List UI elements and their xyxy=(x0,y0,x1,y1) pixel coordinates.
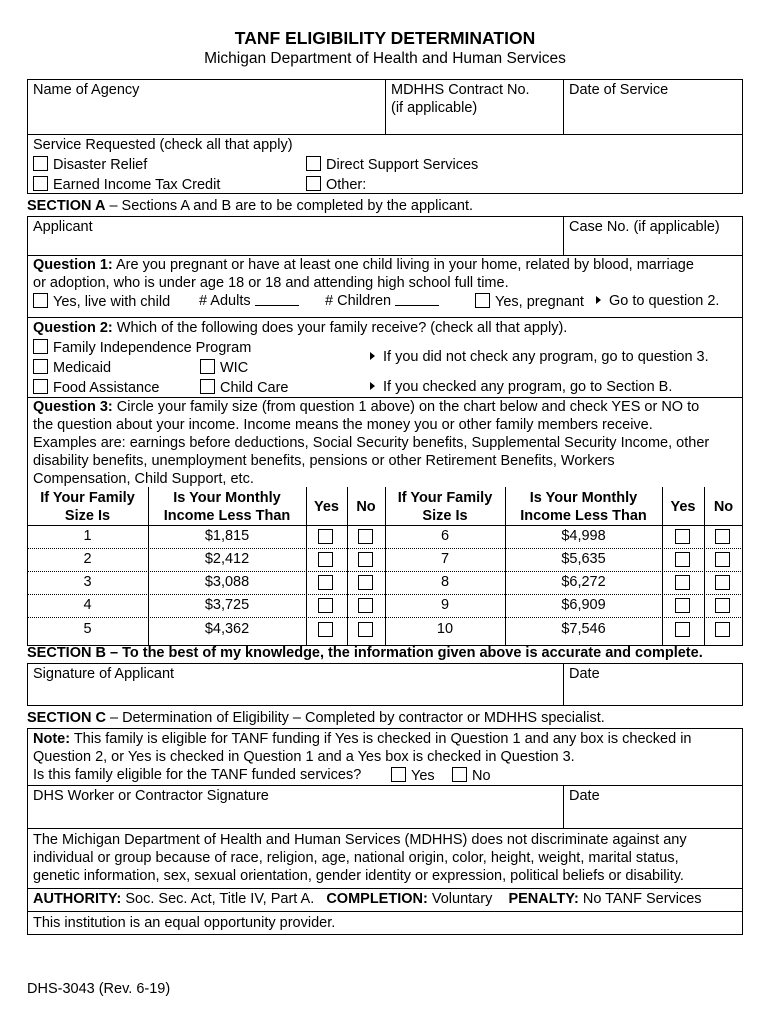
family-size-cell: 3 xyxy=(83,574,92,590)
earned-income-option[interactable]: Earned Income Tax Credit xyxy=(33,176,220,193)
fip-checkbox[interactable] xyxy=(33,339,48,354)
other-service-option[interactable]: Other: xyxy=(306,176,366,193)
eligible-yes-checkbox[interactable] xyxy=(391,767,406,782)
family-size-cell: 2 xyxy=(83,551,92,567)
applicant-date-field[interactable]: Date xyxy=(569,666,600,682)
income-no-checkbox[interactable] xyxy=(358,622,373,637)
income-no-checkbox[interactable] xyxy=(715,622,730,637)
child-care-option[interactable]: Child Care xyxy=(200,379,289,396)
income-yes-checkbox[interactable] xyxy=(675,575,690,590)
income-limit-cell: $1,815 xyxy=(204,528,250,544)
section-c-heading: SECTION C – Determination of Eligibility – Completed by contractor or MDHHS specialist. xyxy=(27,710,605,726)
direct-support-option[interactable]: Direct Support Services xyxy=(306,156,478,173)
arrow-right-icon xyxy=(596,296,601,304)
date-of-service-field[interactable]: Date of Service xyxy=(569,82,669,98)
nondiscrimination-text-3: genetic information, sex, sexual orientation, gender identity or expression, political beliefs or disability. xyxy=(33,868,684,884)
goto-question-2-note: Go to question 2. xyxy=(596,293,719,309)
yes-header: Yes xyxy=(314,499,339,515)
disaster-relief-option[interactable]: Disaster Relief xyxy=(33,156,147,173)
wic-checkbox[interactable] xyxy=(200,359,215,374)
eligibility-note: Note: This family is eligible for TANF funding if Yes is checked in Question 1 and any box is checked in xyxy=(33,731,692,747)
family-size-cell: 7 xyxy=(440,551,450,567)
service-requested-label: Service Requested (check all that apply) xyxy=(33,137,293,153)
income-limit-cell: $2,412 xyxy=(204,551,250,567)
child-care-checkbox[interactable] xyxy=(200,379,215,394)
family-size-cell: 10 xyxy=(436,621,454,637)
section-a-heading: SECTION A – Sections A and B are to be completed by the applicant. xyxy=(27,198,473,214)
question-3-text-2: the question about your income. Income means the money you or other family members receive. xyxy=(33,417,653,433)
yes-pregnant-checkbox[interactable] xyxy=(475,293,490,308)
no-header: No xyxy=(713,499,734,515)
eligible-no-checkbox[interactable] xyxy=(452,767,467,782)
food-assistance-option[interactable]: Food Assistance xyxy=(33,379,159,396)
income-yes-checkbox[interactable] xyxy=(675,529,690,544)
question-3-text-4: disability benefits, unemployment benefits, pensions or other Retirement Benefits, Workers xyxy=(33,453,615,469)
disaster-relief-checkbox[interactable] xyxy=(33,156,48,171)
family-size-cell: 4 xyxy=(83,597,92,613)
income-limit-cell: $3,088 xyxy=(204,574,250,590)
income-limit-cell: $3,725 xyxy=(204,597,250,613)
worker-signature-field[interactable]: DHS Worker or Contractor Signature xyxy=(33,788,269,804)
income-no-checkbox[interactable] xyxy=(358,575,373,590)
earned-income-checkbox[interactable] xyxy=(33,176,48,191)
medicaid-checkbox[interactable] xyxy=(33,359,48,374)
form-subtitle: Michigan Department of Health and Human Services xyxy=(204,50,566,67)
contract-number-note: (if applicable) xyxy=(391,100,478,116)
question-1-text-2: or adoption, who is under age 18 or 18 and attending high school full time. xyxy=(33,275,509,291)
form-number: DHS-3043 (Rev. 6-19) xyxy=(27,981,171,997)
income-limit-cell: $7,546 xyxy=(561,621,606,637)
family-size-header: If Your Family Size Is xyxy=(40,490,135,524)
income-yes-checkbox[interactable] xyxy=(318,575,333,590)
section-b-heading: SECTION B – To the best of my knowledge, the information given above is accurate and complete. xyxy=(27,645,703,661)
agency-name-field[interactable]: Name of Agency xyxy=(33,82,140,98)
family-size-cell: 9 xyxy=(440,597,450,613)
income-yes-checkbox[interactable] xyxy=(675,622,690,637)
yes-live-with-child-option[interactable]: Yes, live with child xyxy=(33,293,170,310)
form-title: TANF ELIGIBILITY DETERMINATION xyxy=(234,28,536,48)
question-1-text: Question 1: Are you pregnant or have at least one child living in your home, related by blood, marriage xyxy=(33,257,694,273)
eligibility-note-2: Question 2, or Yes is checked in Question 1 and a Yes box is checked in Question 3. xyxy=(33,749,575,765)
worker-date-field[interactable]: Date xyxy=(569,788,600,804)
yes-live-with-child-checkbox[interactable] xyxy=(33,293,48,308)
other-service-checkbox[interactable] xyxy=(306,176,321,191)
income-yes-checkbox[interactable] xyxy=(675,552,690,567)
children-count-field[interactable]: # Children xyxy=(325,293,439,309)
nondiscrimination-text: The Michigan Department of Health and Human Services (MDHHS) does not discriminate against any xyxy=(33,832,687,848)
income-limit-cell: $6,909 xyxy=(561,597,606,613)
case-number-field[interactable]: Case No. (if applicable) xyxy=(569,219,720,235)
direct-support-checkbox[interactable] xyxy=(306,156,321,171)
yes-pregnant-option[interactable]: Yes, pregnant xyxy=(475,293,584,310)
income-yes-checkbox[interactable] xyxy=(318,529,333,544)
income-limit-cell: $5,635 xyxy=(561,551,606,567)
equal-opportunity-text: This institution is an equal opportunity provider. xyxy=(33,915,336,931)
nondiscrimination-text-2: individual or group because of race, religion, age, national origin, color, height, weight, marital status, xyxy=(33,850,679,866)
family-size-cell: 8 xyxy=(440,574,450,590)
question-3-text: Question 3: Circle your family size (from question 1 above) on the chart below and check YES or NO to xyxy=(33,399,700,415)
authority-line: AUTHORITY: Soc. Sec. Act, Title IV, Part A. COMPLETION: Voluntary PENALTY: No TANF Services xyxy=(33,891,702,907)
arrow-right-icon xyxy=(370,352,375,360)
applicant-signature-field[interactable]: Signature of Applicant xyxy=(33,666,175,682)
income-yes-checkbox[interactable] xyxy=(318,622,333,637)
medicaid-option[interactable]: Medicaid xyxy=(33,359,111,376)
food-assistance-checkbox[interactable] xyxy=(33,379,48,394)
income-yes-checkbox[interactable] xyxy=(318,552,333,567)
applicant-field[interactable]: Applicant xyxy=(33,219,93,235)
family-size-header: If Your Family Size Is xyxy=(397,490,493,524)
question-3-text-5: Compensation, Child Support, etc. xyxy=(33,471,254,487)
income-limit-cell: $4,998 xyxy=(561,528,606,544)
income-yes-checkbox[interactable] xyxy=(675,598,690,613)
income-no-checkbox[interactable] xyxy=(715,552,730,567)
family-size-cell: 1 xyxy=(83,528,92,544)
yes-header: Yes xyxy=(670,499,696,515)
wic-option[interactable]: WIC xyxy=(200,359,248,376)
income-no-checkbox[interactable] xyxy=(358,552,373,567)
contract-number-field[interactable]: MDHHS Contract No. xyxy=(391,82,530,98)
eligible-question: Is this family eligible for the TANF funded services? xyxy=(33,767,362,783)
income-header: Is Your Monthly Income Less Than xyxy=(520,490,647,524)
family-size-cell: 6 xyxy=(440,528,450,544)
income-no-checkbox[interactable] xyxy=(715,598,730,613)
family-size-cell: 5 xyxy=(83,621,92,637)
eligible-yes-option[interactable]: Yes xyxy=(391,767,435,784)
income-yes-checkbox[interactable] xyxy=(318,598,333,613)
income-limit-cell: $4,362 xyxy=(204,621,250,637)
adults-count-field[interactable]: # Adults xyxy=(199,293,299,309)
arrow-right-icon xyxy=(370,382,375,390)
income-no-checkbox[interactable] xyxy=(358,598,373,613)
income-no-checkbox[interactable] xyxy=(715,529,730,544)
no-header: No xyxy=(356,499,376,515)
any-program-note: If you checked any program, go to Section B. xyxy=(370,379,672,395)
no-program-note: If you did not check any program, go to question 3. xyxy=(370,349,709,365)
fip-option[interactable]: Family Independence Program xyxy=(33,339,251,356)
income-no-checkbox[interactable] xyxy=(715,575,730,590)
question-2-text: Question 2: Which of the following does your family receive? (check all that apply). xyxy=(33,320,568,336)
question-3-text-3: Examples are: earnings before deductions, Social Security benefits, Supplemental Security Income, other xyxy=(33,435,710,451)
income-limit-cell: $6,272 xyxy=(561,574,606,590)
income-no-checkbox[interactable] xyxy=(358,529,373,544)
eligible-no-option[interactable]: No xyxy=(452,767,491,784)
income-header: Is Your Monthly Income Less Than xyxy=(163,490,291,524)
